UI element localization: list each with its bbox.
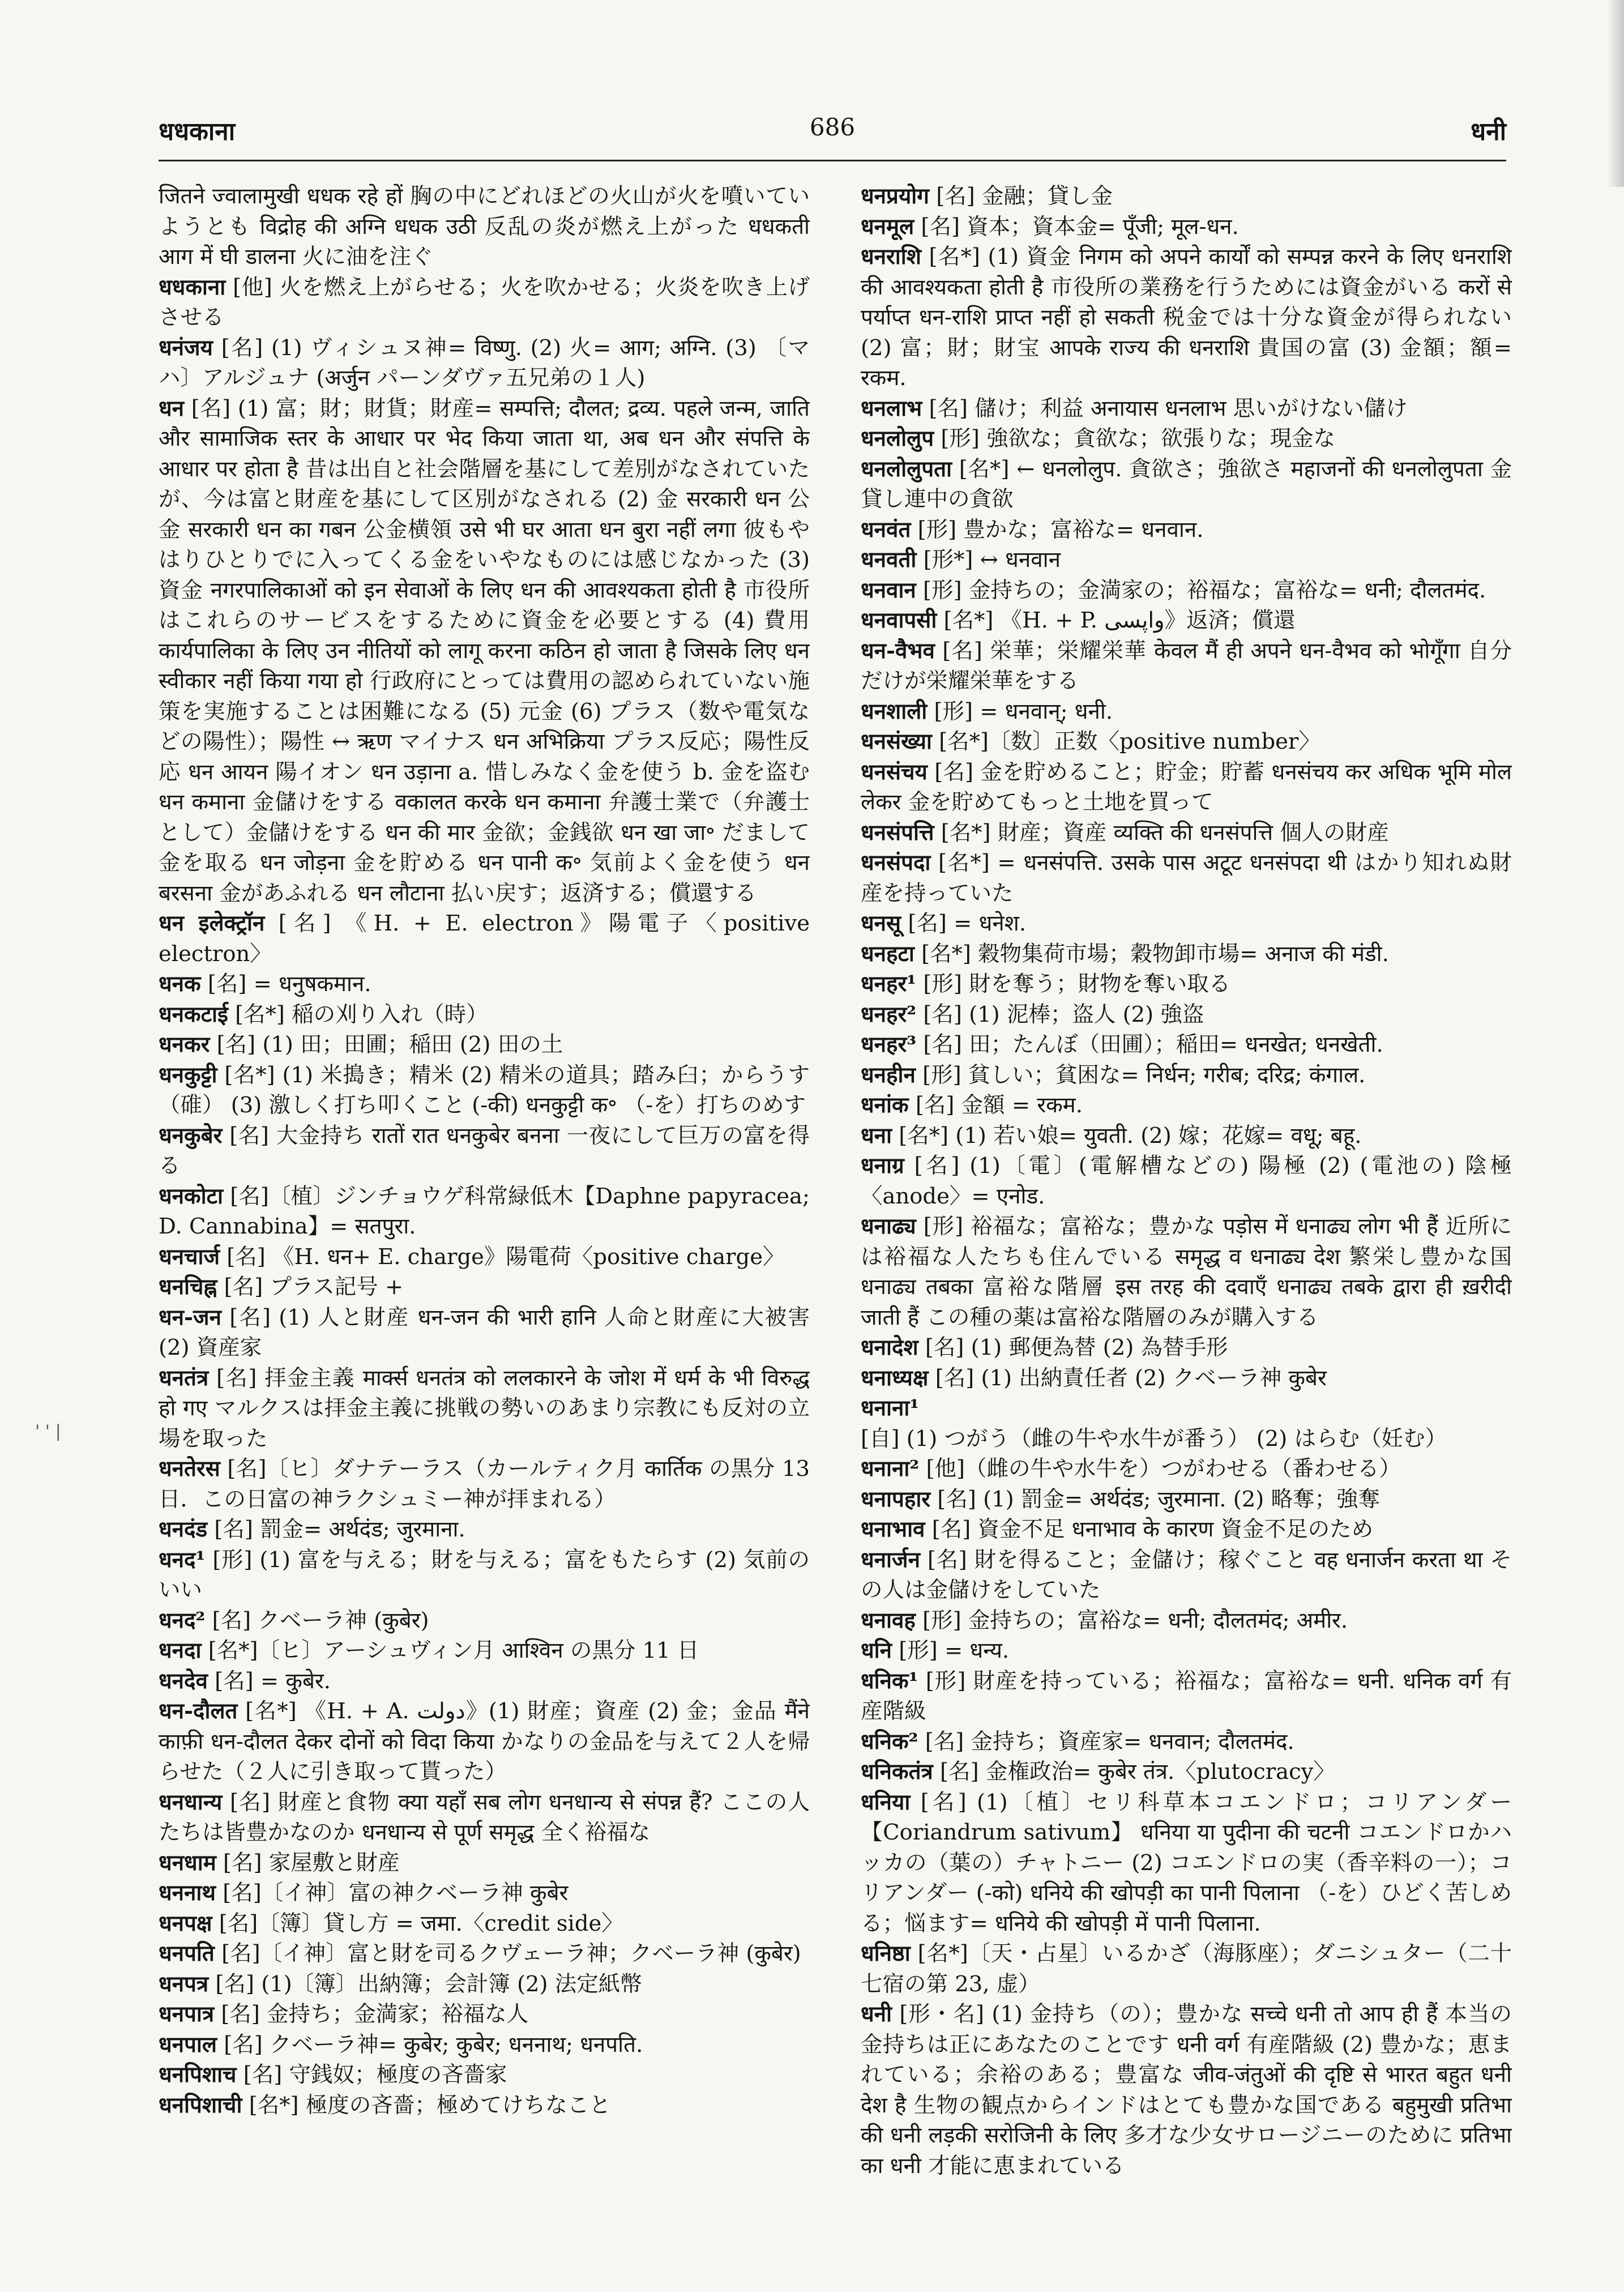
dictionary-entry: [159, 1606, 810, 1636]
dictionary-entry: [861, 394, 1512, 424]
dictionary-entry: [861, 242, 1512, 394]
entry-definition: [名] = धनुषकमान.: [207, 971, 371, 997]
entry-definition: [名] 《H. धन+ E. charge》陽電荷〈positive charge〉: [226, 1244, 785, 1270]
entry-definition: [名*] (1) 資金 निगम को अपने कार्यों को सम्पन्न करने के लिए धनराशि की आवश्यकता होती है 市役所の業務を行うためには資金がいる करों से पर्याप्त धन-राशि प्राप्त नहीं हो सकती 税金では十分な資金が得られない (2) 富；財；財宝 आपके राज्य की धनराशि 貴国の富 (3) 金額；額= रकम.: [861, 244, 1512, 391]
entry-headword: धनलाभ: [861, 395, 922, 421]
dictionary-entry: [159, 1848, 810, 1879]
entry-definition: [形] 豊かな；富裕な= धनवान.: [917, 517, 1204, 543]
entry-headword: धनहर²: [861, 1001, 917, 1027]
entry-headword: धनलोलुपता: [861, 456, 952, 482]
entry-definition: [名*] 《H. + P. واپسی》返済；償還: [943, 608, 1296, 633]
dictionary-entry: [861, 1999, 1512, 2181]
dictionary-entry: [861, 1484, 1512, 1515]
dictionary-entry: [159, 394, 810, 909]
dictionary-entry: [159, 1545, 810, 1606]
entry-headword: धनधान्य: [159, 1789, 223, 1815]
entry-headword: धनपात्र: [159, 2001, 215, 2027]
continued-entry-text: जितने ज्वालामुखी धधक रहे हों 胸の中にどれほどの火山が火を噴いていようとも विद्रोह की अग्नि धधक उठी 反乱の炎が燃え上がった धधकती आग में घी डालना 火に油を注ぐ: [159, 183, 810, 270]
dictionary-entry: [861, 757, 1512, 818]
entry-definition: [名*] (1) 米搗き；精米 (2) 精米の道具；踏み臼；からうす（碓） (3) 激しく打ち叩くこと (-की) धनकुट्टी क॰ （-を）打ちのめす: [159, 1062, 810, 1118]
dictionary-entry: [159, 1181, 810, 1242]
entry-definition: [名] (1) ヴィシュヌ神= विष्णु. (2) 火= आग; अग्नि. (3) 〔マハ〕アルジュナ (अर्जुन パーンダヴァ五兄弟の１人): [159, 335, 810, 391]
dictionary-entry: [159, 2030, 810, 2060]
dictionary-entry: [861, 1211, 1512, 1333]
entry-definition: [名] (1) 出納責任者 (2) クベーラ神 कुबेर: [935, 1365, 1327, 1391]
entry-definition: [名] 金融；貸し金: [936, 183, 1113, 209]
entry-headword: धनसंपदा: [861, 850, 931, 876]
entry-definition: [名] 資金不足 धनाभाव के कारण 資金不足のため: [931, 1517, 1374, 1542]
dictionary-entry: [861, 939, 1512, 970]
dictionary-entry: [159, 908, 810, 969]
entry-definition: [名] プラス記号 +: [224, 1274, 404, 1300]
entry-definition: [形] 財産を持っている；裕福な；富裕な= धनी. धनिक वर्ग 有産階級: [861, 1668, 1512, 1724]
dictionary-entry: [861, 1363, 1512, 1394]
left-column: [159, 181, 810, 2254]
page-edge-shadow: [1607, 0, 1624, 187]
entry-headword: धनाढ्य: [861, 1214, 916, 1239]
entry-definition: [形・名] (1) 金持ち（の）；豊かな सच्चे धनी तो आप ही हैं 本当の金持ちは正にあなたのことです धनी वर्ग 有産階級 (2) 豊かな；恵まれている；余裕のある；豊富な जीव-जंतुओं की दृष्टि से भारत बहुत धनी देश है 生物の観点からインドはとても豊かな国である बहुमुखी प्रतिभा की धनी लड़की सरोजिनी के लिए 多才な少女サロージニーのために प्रतिभा का धनी 才能に恵まれている: [861, 2001, 1512, 2179]
entry-headword: धनकुबेर: [159, 1122, 223, 1149]
entry-definition: [名]〔イ神〕富と財を司るクヴェーラ神；クベーラ神 (कुबेर): [221, 1941, 801, 1966]
entry-headword: धनवंत: [861, 517, 911, 543]
dictionary-entry: [861, 1030, 1512, 1060]
entry-headword: धनाना¹: [861, 1395, 920, 1421]
entry-headword: धनहीन: [861, 1062, 916, 1088]
dictionary-entry: [861, 727, 1512, 757]
dictionary-entry: [861, 1939, 1512, 1999]
entry-definition: [名] クベーラ神 (कुबेर): [212, 1607, 429, 1633]
entry-definition: [名] 罰金= अर्थदंड; जुरमाना.: [214, 1517, 465, 1542]
entry-definition: [名] (1)〔簿〕出納簿；会計簿 (2) 法定紙幣: [215, 1971, 642, 1997]
entry-definition: [名] 金を貯めること；貯金；貯蓄 धनसंचय कर अधिक भूमि मोल लेकर 金を貯めてもっと土地を買って: [861, 759, 1512, 815]
dictionary-entry: [159, 1242, 810, 1273]
margin-mark: ' ' |: [35, 1422, 61, 1441]
entry-definition: [名] (1) 人と財産 धन-जन की भारी हानि 人命と財産に大被害 (2) 資産家: [159, 1304, 810, 1360]
entry-definition: [形] 金持ちの；富裕な= धनी; दौलतमंद; अमीर.: [922, 1607, 1348, 1633]
page-number: 686: [809, 113, 856, 141]
entry-headword: धनसंचय: [861, 759, 928, 785]
entry-headword: धन-दौलत: [159, 1698, 238, 1724]
entry-headword: धनवान: [861, 577, 916, 603]
dictionary-entry: [861, 1757, 1512, 1787]
entry-headword: धनि: [861, 1638, 892, 1663]
entry-headword: धनावह: [861, 1607, 916, 1633]
entry-headword: धनप्रयोग: [861, 183, 929, 209]
dictionary-entry: [159, 1939, 810, 1969]
entry-headword: धन-जन: [159, 1304, 221, 1330]
entry-headword: धनिया: [861, 1789, 911, 1815]
entry-headword: धनकुट्टी: [159, 1062, 217, 1088]
entry-headword: धनकर: [159, 1032, 210, 1057]
entry-definition: [名] (1) 郵便為替 (2) 為替手形: [925, 1335, 1228, 1360]
entry-definition: [名] (1) 田；田圃；稲田 (2) 田の土: [216, 1032, 563, 1057]
entry-definition: [名] 田；たんぼ（田圃）；稲田= धनखेत; धनखेती.: [923, 1032, 1383, 1057]
dictionary-entry: [159, 333, 810, 394]
entry-headword: धनकटाई: [159, 1001, 228, 1027]
dictionary-entry: [861, 575, 1512, 606]
entry-definition: [名] 《H. + E. electron》陽電子〈positive electron〉: [159, 911, 810, 967]
dictionary-entry: [159, 2090, 810, 2121]
entry-definition: [名]〔ヒ〕ダナテーラス（カールティク月 कार्तिक の黒分 13 日．この日富の神ラクシュミー神が拝まれる）: [159, 1456, 810, 1512]
dictionary-entry: [861, 1666, 1512, 1727]
entry-definition: [名] (1)〔電〕(電解槽などの) 陽極 (2) (電池の) 陰極〈anode〉= एनोड.: [861, 1153, 1512, 1209]
entry-headword: धन इलेक्ट्रॉन: [159, 911, 265, 936]
entry-headword: धनचार्ज: [159, 1244, 220, 1270]
entry-definition: [名] クベーラ神= कुबेर; कुबेर; धननाथ; धनपति.: [224, 2031, 643, 2058]
dictionary-entry: [159, 1454, 810, 1514]
entry-definition: [名] 家屋敷と財産: [223, 1850, 400, 1876]
entry-headword: धनद¹: [159, 1547, 206, 1573]
entry-definition: [名]〔植〕ジンチョウゲ科常緑低木【Daphne papyracea; D. Cannabina】= सतपुरा.: [159, 1183, 810, 1239]
dictionary-entry: [159, 1000, 810, 1030]
entry-definition: [名] 財産と食物 क्या यहाँ सब लोग धनधान्य से संपन्न हैं? ここの人たちは皆豊かなのか धनधान्य से पूर्ण समृद्ध 全く裕福な: [159, 1789, 810, 1845]
header-rule: [159, 160, 1506, 161]
dictionary-entry: [159, 1696, 810, 1787]
entry-definition: [名] 金権政治= कुबेर तंत्र.〈plutocracy〉: [940, 1759, 1335, 1785]
entry-headword: धन: [159, 395, 185, 421]
dictionary-entry: [159, 969, 810, 1000]
dictionary-entry: [861, 1454, 1512, 1484]
entry-headword: धनपिशाची: [159, 2092, 242, 2118]
entry-definition: [名]〔イ神〕富の神クベーラ神 कुबेर: [223, 1880, 569, 1906]
dictionary-entry: [159, 1030, 810, 1060]
entry-headword: धनतंत्र: [159, 1365, 209, 1391]
entry-headword: धनवती: [861, 547, 917, 573]
entry-definition: [形] 強欲な；貪欲な；欲張りな；現金な: [941, 426, 1336, 451]
entry-definition: [名*] 財産；資産 व्यक्ति की धनसंपत्ति 個人の財産: [941, 820, 1389, 846]
entry-headword: धनलोलुप: [861, 426, 934, 451]
entry-definition: [名] (1)〔植〕セリ科草本コエンドロ；コリアンダー【Coriandrum sativum】 धनिया या पुदीना की चटनी コエンドロかハッカの（葉の）チャトニー (2) コエンドロの実（香辛料の一）；コリアンダー (-को) धनिये की खोपड़ी का पानी पिलाना （-を）ひどく苦しめる；悩ます= धनिये की खोपड़ी में पानी पिलाना.: [861, 1789, 1512, 1936]
dictionary-entry: [159, 1303, 810, 1363]
entry-headword: धनकोटा: [159, 1183, 223, 1209]
dictionary-entry: [861, 1514, 1512, 1545]
entry-headword: धनपति: [159, 1941, 215, 1966]
dictionary-entry: [159, 1999, 810, 2030]
entry-headword: धनदेव: [159, 1668, 208, 1694]
entry-definition: [名] (1) 泥棒；盗人 (2) 強盗: [923, 1001, 1204, 1027]
entry-definition: [形] 裕福な；富裕な；豊かな पड़ोस में धनाढ्य लोग भी हैं 近所には裕福な人たちも住んでいる समृद्ध व धनाढ्य देश 繁栄し豊かな国 धनाढ्य तबका 富裕な階層 इस तरह की दवाएँ धनाढ्य तबके द्वारा ही ख़रीदी जाती हैं この種の薬は富裕な階層のみが購入する: [861, 1214, 1512, 1330]
entry-definition: [名] = कुबेर.: [215, 1668, 331, 1694]
dictionary-entry: [861, 1090, 1512, 1121]
entry-definition: [名] 儲け；利益 अनायास धनलाभ 思いがけない儲け: [929, 395, 1408, 421]
entry-definition: [形] = धन्य.: [899, 1638, 1010, 1663]
dictionary-entry: [861, 1333, 1512, 1363]
entry-headword: धनापहार: [861, 1486, 931, 1512]
entry-headword: धनमूल: [861, 214, 914, 240]
dictionary-entry: [861, 697, 1512, 727]
entry-headword: धनिकतंत्र: [861, 1759, 933, 1785]
entry-headword: धनधाम: [159, 1850, 216, 1876]
dictionary-entry: [861, 1606, 1512, 1636]
entry-definition: [名*] 極度の吝嗇；極めてけちなこと: [249, 2092, 611, 2118]
entry-definition: [他]（雌の牛や水牛を）つがわせる（番わせる）: [926, 1456, 1401, 1482]
entry-definition: [名] 守銭奴；極度の吝嗇家: [243, 2062, 507, 2088]
entry-headword: धनादेश: [861, 1335, 918, 1360]
entry-definition: [名*]〔数〕正数〈positive number〉: [939, 729, 1320, 754]
dictionary-entry: [861, 605, 1512, 636]
page-header: [159, 113, 1506, 153]
entry-headword: धनचिह्न: [159, 1274, 217, 1300]
dictionary-entry: [861, 818, 1512, 848]
dictionary-entry: [159, 1636, 810, 1666]
dictionary-entry: [159, 1969, 810, 2000]
entry-headword: धन-वैभव: [861, 638, 935, 664]
dictionary-entry: [159, 1909, 810, 1939]
dictionary-entry: [861, 1000, 1512, 1030]
entry-headword: धनहर³: [861, 1032, 917, 1057]
entry-headword: धनाग्र: [861, 1153, 904, 1179]
dictionary-entry: [159, 272, 810, 333]
entry-headword: धनदा: [159, 1638, 202, 1663]
entry-headword: धना: [861, 1122, 892, 1149]
dictionary-entry: [861, 969, 1512, 1000]
entry-definition: [名*] ← धनलोलुप. 貪欲さ；強欲さ महाजनों की धनलोलुपता 金貸し連中の貪欲: [861, 456, 1512, 512]
dictionary-entry: [159, 1272, 810, 1303]
entry-headword: धनिक¹: [861, 1668, 918, 1694]
dictionary-entry: [861, 1121, 1512, 1151]
dictionary-entry: [861, 1727, 1512, 1757]
entry-definition: [形] 金持ちの；金満家の；裕福な；富裕な= धनी; दौलतमंद.: [923, 577, 1486, 603]
entry-definition: [形] = धनवान्; धनी.: [934, 698, 1113, 724]
entry-definition: [名*] 《H. + A. دولت》(1) 財産；資産 (2) 金；金品 मैंने काफ़ी धन-दौलत देकर दोनों को विदा किया かなりの金品を与えて２人を帰らせた（２人に引き取って貰った）: [159, 1698, 810, 1785]
dictionary-entry: [861, 848, 1512, 908]
dictionary-entry: [861, 1060, 1512, 1091]
entry-definition: [名] 大金持ち रातों रात धनकुबेर बनना 一夜にして巨万の富を得る: [159, 1122, 810, 1179]
entry-headword: धनहर¹: [861, 971, 917, 997]
entry-headword: धनक: [159, 971, 201, 997]
entry-definition: [名] = धनेश.: [908, 911, 1027, 936]
right-guide-word: धनी: [1471, 117, 1506, 146]
entry-headword: धनिष्ठा: [861, 1941, 911, 1966]
entry-definition: [形*] ↔ धनवान: [923, 547, 1061, 573]
entry-definition: [自] (1) つがう（雌の牛や水牛が番う） (2) はらむ（妊む）: [861, 1425, 1447, 1452]
entry-definition: [名] 金額 = रकम.: [915, 1092, 1083, 1118]
entry-headword: धनी: [861, 2001, 892, 2027]
entry-headword: धनाध्यक्ष: [861, 1365, 929, 1391]
entry-definition: [名] (1) 罰金= अर्थदंड; जुरमाना. (2) 略奪；強奪: [937, 1486, 1381, 1512]
entry-headword: धनपिशाच: [159, 2062, 237, 2088]
entry-definition: [名] 拝金主義 मार्क्स धनतंत्र को ललकारने के जोश में धर्म के भी विरुद्ध हो गए マルクスは拝金主義に挑戦の勢いのあまり宗教にも反対の立場を取った: [159, 1365, 810, 1452]
entry-headword: धनवापसी: [861, 608, 937, 633]
entry-headword: धननाथ: [159, 1880, 216, 1906]
right-column: [861, 181, 1512, 2254]
dictionary-entry: [861, 908, 1512, 939]
entry-headword: धनाभाव: [861, 1517, 925, 1542]
entry-definition: [名] 金持ち；資産家= धनवान; दौलतमंद.: [925, 1728, 1294, 1755]
entry-definition: [名*]〔ヒ〕アーシュヴィン月 आश्विन の黒分 11 日: [208, 1638, 699, 1663]
dictionary-entry: [861, 1787, 1512, 1939]
entry-headword: धनतेरस: [159, 1456, 220, 1482]
entry-definition: [名] 金持ち；金満家；裕福な人: [221, 2001, 529, 2027]
dictionary-entry: [861, 545, 1512, 575]
entry-headword: धनसंख्या: [861, 729, 932, 754]
dictionary-entry: [159, 1363, 810, 1454]
dictionary-entry: [159, 1121, 810, 1181]
entry-definition: [名] 財を得ること；金儲け；稼ぐこと वह धनार्जन करता था その人は金儲けをしていた: [861, 1547, 1512, 1603]
dictionary-entry: [861, 181, 1512, 212]
dictionary-entry: [861, 212, 1512, 242]
dictionary-entry: [159, 1878, 810, 1909]
entry-headword: धनराशि: [861, 244, 921, 270]
entry-headword: धनपक्ष: [159, 1910, 212, 1936]
dictionary-entry: [159, 1787, 810, 1848]
entry-headword: धनहटा: [861, 941, 914, 967]
entry-definition: [名] (1) 富；財；財貨；財産= सम्पत्ति; दौलत; द्रव्य. पहले जन्म, जाति और सामाजिक स्तर के आधार पर भेद किया जाता था, अब धन और संपत्ति के आधार पर होता है 昔は出自と社会階層を基にして差別がなされていたが、今は富と財産を基にして区別がなされる (2) 金 सरकारी धन 公金 सरकारी धन का गबन 公金横領 उसे भी घर आता धन बुरा नहीं लगा 彼もやはりひとりでに入ってくる金をいやなものには感じなかった (3) 資金 नगरपालिकाओं को इन सेवाओं के लिए धन की आवश्यकता होती है 市役所はこれらのサービスをするために資金を必要とする (4) 費用 कार्यपालिका के लिए उन नीतियों को लागू करना कठिन हो जाता है जिसके लिए धन स्वीकार नहीं किया गया हो 行政府にとっては費用の認められていない施策を実施することは困難になる (5) 元金 (6) プラス（数や電気などの陽性）；陽性 ↔ ऋण マイナス धन अभिक्रिया プラス反応；陽性反応 धन आयन 陽イオン धन उड़ाना a. 惜しみなく金を使う b. 金を盗む धन कमाना 金儲けをする वकालत करके धन कमाना 弁護士業で（弁護士として）金儲けをする धन की मार 金欲；金銭欲 धन खा जा॰ だまして金を取る धन जोड़ना 金を貯める धन पानी क॰ 気前よく金を使う धन बरसना 金があふれる धन लौटाना 払い戻す；返済する；償還する: [159, 395, 810, 906]
entry-headword: धनांक: [861, 1092, 909, 1118]
entry-definition: [名]〔簿〕貸し方 = जमा.〈credit side〉: [219, 1910, 623, 1936]
dictionary-entry: [861, 636, 1512, 697]
entry-definition: [名*] = धनसंपत्ति. उसके पास अटूट धनसंपदा थी はかり知れぬ財産を持っていた: [861, 850, 1512, 906]
entry-headword: धनार्जन: [861, 1547, 920, 1573]
entry-headword: धनसंपत्ति: [861, 820, 934, 846]
dictionary-entry: [159, 2060, 810, 2090]
dictionary-entry: [861, 515, 1512, 545]
dictionary-entry: [861, 424, 1512, 454]
entry-definition: [形] 貧しい；貧困な= निर्धन; गरीब; दरिद्र; कंगाल.: [922, 1062, 1366, 1088]
entry-headword: धधकाना: [159, 274, 226, 300]
left-guide-word: धधकाना: [159, 117, 236, 146]
dictionary-entry: [159, 1060, 810, 1121]
entry-headword: धनदंड: [159, 1517, 208, 1542]
dictionary-entry: [861, 1636, 1512, 1666]
dictionary-entry: [159, 1666, 810, 1697]
entry-headword: धनशाली: [861, 698, 928, 724]
entry-definition: [他] 火を燃え上がらせる；火を吹かせる；火炎を吹き上げさせる: [159, 274, 810, 330]
entry-headword: धनंजय: [159, 335, 213, 361]
entry-definition: [名] 資本；資本金= पूँजी; मूल-धन.: [921, 214, 1239, 240]
entry-headword: धनसू: [861, 911, 901, 936]
entry-definition: [名*]〔天・占星〕いるかざ（海豚座）；ダニシュター（二十七宿の第 23, 虚）: [861, 1941, 1512, 1997]
dictionary-entry: [159, 1514, 810, 1545]
entry-definition: [形] 財を奪う；財物を奪い取る: [923, 971, 1231, 997]
entry-headword: धनिक²: [861, 1728, 918, 1755]
entry-definition: [名*] 穀物集荷市場；穀物卸市場= अनाज की मंडी.: [921, 941, 1389, 967]
entry-headword: धनद²: [159, 1607, 206, 1633]
entry-headword: धनपत्र: [159, 1971, 209, 1997]
entry-definition: [名*] (1) 若い娘= युवती. (2) 嫁；花嫁= वधू; बहू.: [899, 1122, 1362, 1149]
dictionary-entry: [861, 1151, 1512, 1211]
dictionary-entry: [861, 1545, 1512, 1606]
entry-headword: धनाना²: [861, 1456, 920, 1482]
dictionary-entry: [861, 1393, 1512, 1454]
entry-definition: [形] (1) 富を与える；財を与える；富をもたらす (2) 気前のいい: [159, 1547, 810, 1603]
entry-definition: [名*] 稲の刈り入れ（時）: [235, 1001, 488, 1027]
entry-definition: [名] 栄華；栄耀栄華 केवल मैं ही अपने धन-वैभव को भोगूँगा 自分だけが栄耀栄華をする: [861, 638, 1512, 694]
dictionary-entry: [861, 454, 1512, 515]
entry-headword: धनपाल: [159, 2031, 217, 2058]
